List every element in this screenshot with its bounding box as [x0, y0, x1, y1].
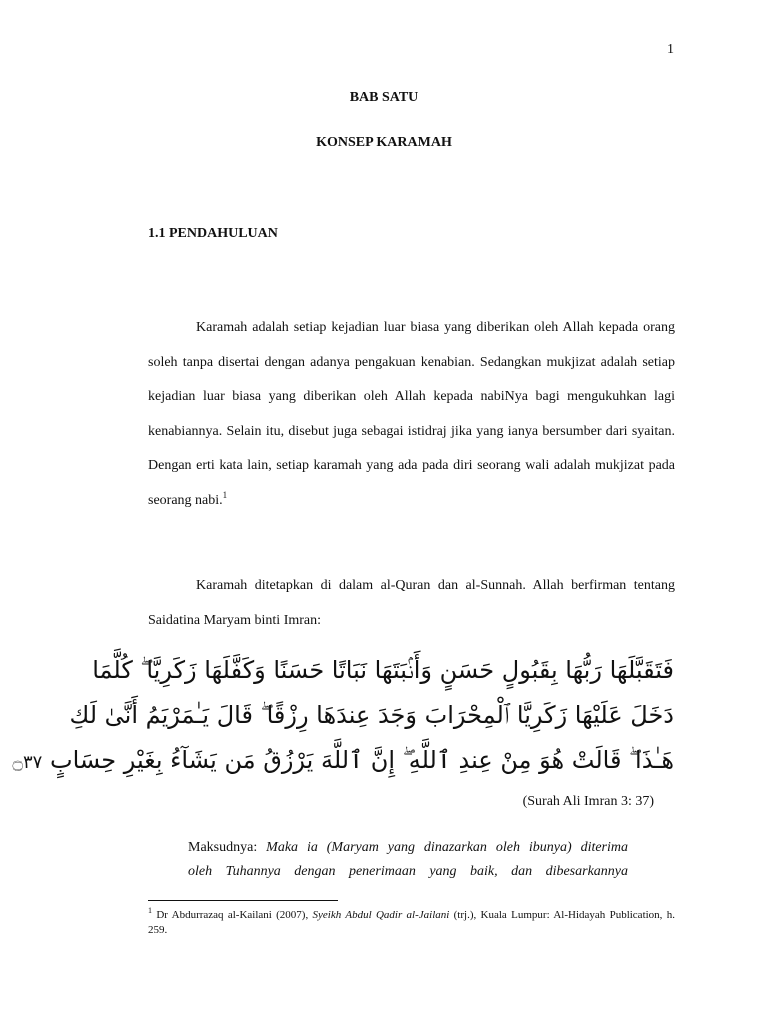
- footnote: [148, 908, 675, 938]
- chapter-label: BAB SATU: [349, 90, 419, 105]
- footnote-number: 1: [148, 906, 152, 915]
- translation-label: Maksudnya:: [188, 840, 258, 855]
- section-heading: 1.1 PENDAHULUAN: [148, 226, 278, 241]
- paragraph1-text: Karamah adalah setiap kejadian luar biasa yang diberikan oleh Allah kepada orang soleh tanpa disertai dengan adanya pengakuan kenabian. Sedangkan mukjizat adalah setiap kejadian luar biasa yang diberikan oleh Allah kepada nabiNya bagi mengukuhkan lagi kenabiannya. Selain itu, disebut juga sebagai istidraj jika yang ianya bersumber dari syaitan. Dengan erti kata lain, setiap karamah yang ada pada diri seorang wali adalah mukjizat pada seorang nabi.: [148, 320, 675, 508]
- ayah-number-marker: ۝٣٧: [12, 752, 43, 773]
- translation-text-line-2: oleh Tuhannya dengan penerimaan yang baik, dan dibesarkannya: [188, 864, 628, 879]
- quran-verse-line-3: [12, 738, 674, 785]
- surah-reference: (Surah Ali Imran 3: 37): [522, 794, 654, 809]
- quran-verse-line-2: دَخَلَ عَلَيْهَا زَكَرِيَّا ٱلْمِحْرَابَ وَجَدَ عِندَهَا رِزْقًا ۖ قَالَ يَـٰمَرْيَمُ أَنَّىٰ لَكِ: [69, 701, 674, 729]
- paragraph2-text: Karamah ditetapkan di dalam al-Quran dan al-Sunnah. Allah berfirman tentang Saidatina Maryam binti Imran:: [148, 578, 675, 628]
- quran-verse-line-1: فَتَقَبَّلَهَا رَبُّهَا بِقَبُولٍ حَسَنٍ وَأَنۢبَتَهَا نَبَاتًا حَسَنًا وَكَفَّلَهَا زَكَرِيَّا ۖ كُلَّمَا: [92, 656, 674, 684]
- footnote-reference: 1: [222, 489, 228, 500]
- translation-line-1: [188, 836, 628, 860]
- footnote-book-title: Syeikh Abdul Qadir al-Jailani: [312, 909, 450, 921]
- page-number: 1: [667, 42, 674, 57]
- footnote-divider: [148, 900, 338, 901]
- quran-verse-line-3-text: هَـٰذَا ۖ قَالَتْ هُوَ مِنْ عِندِ ٱللَّهِ ۖ إِنَّ ٱللَّهَ يَرْزُقُ مَن يَشَآءُ بِغَيْرِ حِسَابٍ: [49, 746, 674, 774]
- quran-verse: [12, 648, 674, 785]
- footnote-author: Dr Abdurrazaq al-Kailani (2007),: [156, 909, 309, 921]
- translation-text-line-1: Maka ia (Maryam yang dinazarkan oleh ibunya) diterima: [266, 840, 629, 855]
- verse-translation: [188, 836, 628, 884]
- paragraph-karamah-definition: [148, 311, 675, 518]
- paragraph-quran-intro: [148, 569, 675, 638]
- footnote-publication: (trj.), Kuala Lumpur: Al-Hidayah Publication, h. 259.: [148, 909, 675, 936]
- chapter-title: KONSEP KARAMAH: [316, 135, 452, 150]
